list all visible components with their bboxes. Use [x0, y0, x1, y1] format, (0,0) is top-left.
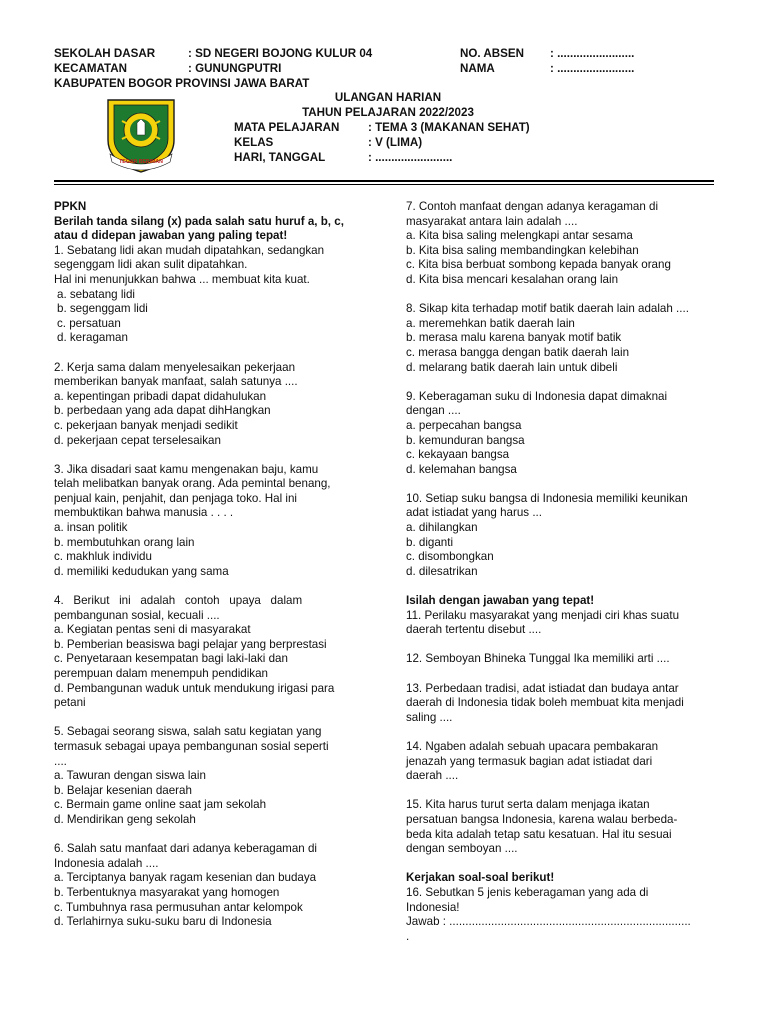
school-label: SEKOLAH DASAR: [54, 47, 156, 60]
answer-option: b. kemunduran bangsa: [406, 433, 525, 447]
question-text: daerah ....: [406, 769, 459, 783]
question-text: 4. Berikut ini adalah contoh upaya dalam: [54, 594, 303, 608]
question-text: pembangunan sosial, kecuali ....: [54, 608, 220, 622]
question-text: daerah tertentu disebut ....: [406, 623, 542, 637]
district-value: : GUNUNGPUTRI: [188, 62, 282, 75]
question-text: memberikan banyak manfaat, salah satunya ....: [54, 375, 298, 389]
date-value: : ........................: [368, 151, 453, 164]
question-text: 10. Setiap suku bangsa di Indonesia memiliki keunikan: [406, 491, 688, 505]
question-text: 1. Sebatang lidi akan mudah dipatahkan, sedangkan: [54, 243, 325, 257]
answer-option: b. diganti: [406, 535, 454, 549]
school-value: : SD NEGERI BOJONG KULUR 04: [188, 47, 373, 60]
answer-option: b. merasa malu karena banyak motif batik: [406, 331, 622, 345]
answer-option: b. segenggam lidi: [57, 302, 148, 316]
question-text: Hal ini menunjukkan bahwa ... membuat kita kuat.: [54, 272, 310, 286]
question-text: 2. Kerja sama dalam menyelesaikan pekerjaan: [54, 360, 296, 374]
answer-option: c. makhluk individu: [54, 550, 152, 564]
answer-option: a. Kegiatan pentas seni di masyarakat: [54, 623, 251, 637]
answer-option: d. keragaman: [57, 331, 128, 345]
answer-option: d. memiliki kedudukan yang sama: [54, 564, 229, 578]
exam-title: ULANGAN HARIAN: [334, 91, 442, 104]
answer-option: a. Kita bisa saling melengkapi antar sesama: [406, 229, 633, 243]
question-text: segenggam lidi akan sulit dipatahkan.: [54, 258, 248, 272]
class-value: : V (LIMA): [368, 136, 423, 149]
answer-option: c. Kita bisa berbuat sombong kepada banyak orang: [406, 258, 671, 272]
right-column: [406, 200, 714, 944]
answer-option: a. Terciptanya banyak ragam kesenian dan budaya: [54, 871, 317, 885]
answer-option: c. Tumbuhnya rasa permusuhan antar kelompok: [54, 900, 303, 914]
question-text: jenazah yang termasuk bagian adat istiadat dari: [406, 754, 653, 768]
answer-option: d. Terlahirnya suku-suku baru di Indonesia: [54, 915, 272, 929]
question-text: adat istiadat yang harus ...: [406, 506, 542, 520]
district-label: KECAMATAN: [54, 62, 127, 75]
answer-option: c. pekerjaan banyak menjadi sedikit: [54, 418, 238, 432]
answer-option: b. membutuhkan orang lain: [54, 535, 195, 549]
question-text: 14. Ngaben adalah sebuah upacara pembakaran: [406, 739, 659, 753]
question-text: persatuan bangsa Indonesia, karena walau berbeda-: [406, 812, 678, 826]
answer-option: c. disombongkan: [406, 550, 494, 564]
header-rule-thin: [54, 184, 714, 185]
subject-label: MATA PELAJARAN: [234, 121, 340, 134]
answer-option: a. insan politik: [54, 521, 128, 535]
question-text: 5. Sebagai seorang siswa, salah satu kegiatan yang: [54, 725, 322, 739]
answer-option: d. Pembangunan waduk untuk mendukung irigasi para: [54, 681, 335, 695]
absen-label: NO. ABSEN: [460, 47, 524, 60]
regency-line: KABUPATEN BOGOR PROVINSI JAWA BARAT: [54, 77, 310, 90]
answer-option: a. Tawuran dengan siswa lain: [54, 769, 206, 783]
answer-line: .: [406, 929, 410, 943]
section-instruction: Kerjakan soal-soal berikut!: [406, 871, 555, 885]
answer-option: b. Terbentuknya masyarakat yang homogen: [54, 885, 280, 899]
question-text: 13. Perbedaan tradisi, adat istiadat dan budaya antar: [406, 681, 679, 695]
question-text: 15. Kita harus turut serta dalam menjaga ikatan: [406, 798, 650, 812]
name-value: : ........................: [550, 62, 635, 75]
answer-option: d. pekerjaan cepat terselesaikan: [54, 433, 221, 447]
question-text: 7. Contoh manfaat dengan adanya keragaman di: [406, 200, 659, 213]
question-text: saling ....: [406, 710, 453, 724]
question-text: penjual kain, penjahit, dan penjaga toko. Hal ini: [54, 491, 297, 505]
answer-option: a. dihilangkan: [406, 521, 478, 535]
header-rule-thick: [54, 180, 714, 182]
class-label: KELAS: [234, 136, 274, 149]
regency-emblem-logo: [104, 96, 178, 174]
question-text: 3. Jika disadari saat kamu mengenakan baju, kamu: [54, 462, 319, 476]
answer-option: b. Kita bisa saling membandingkan kelebihan: [406, 243, 639, 257]
question-text: 11. Perilaku masyarakat yang menjadi ciri khas suatu: [406, 608, 680, 622]
question-text: beda kita adalah tetap satu kesatuan. Hal itu sesuai: [406, 827, 672, 841]
logo-motto: TEGAR BERIMAN: [119, 159, 163, 165]
answer-line: Jawab : ...........................................................................: [406, 915, 691, 929]
date-label: HARI, TANGGAL: [234, 151, 326, 164]
answer-option: d. Mendirikan geng sekolah: [54, 812, 196, 826]
subject-value: : TEMA 3 (MAKANAN SEHAT): [368, 121, 530, 134]
question-text: membuktikan bahwa manusia . . . .: [54, 506, 234, 520]
question-text: telah melibatkan banyak orang. Ada pemintal benang,: [54, 477, 331, 491]
question-text: Indonesia adalah ....: [54, 856, 159, 870]
question-text: ....: [54, 754, 67, 768]
answer-option: b. perbedaan yang ada dapat dihHangkan: [54, 404, 271, 418]
answer-option: c. merasa bangga dengan batik daerah lain: [406, 345, 630, 359]
question-text: 9. Keberagaman suku di Indonesia dapat dimaknai: [406, 389, 668, 403]
question-text: daerah di Indonesia tidak boleh membuat kita menjadi: [406, 696, 684, 710]
answer-option: a. meremehkan batik daerah lain: [406, 316, 575, 330]
question-text: dengan semboyan ....: [406, 842, 518, 856]
answer-option: c. persatuan: [57, 316, 121, 330]
question-text: dengan ....: [406, 404, 461, 418]
name-label: NAMA: [460, 62, 495, 75]
question-text: 12. Semboyan Bhineka Tunggal Ika memiliki arti ....: [406, 652, 670, 666]
absen-value: : ........................: [550, 47, 635, 60]
subject-heading: PPKN: [54, 200, 87, 213]
answer-option: c. Bermain game online saat jam sekolah: [54, 798, 267, 812]
question-text: masyarakat antara lain adalah ....: [406, 214, 578, 228]
question-text: 6. Salah satu manfaat dari adanya keberagaman di: [54, 842, 317, 856]
section-instruction: Isilah dengan jawaban yang tepat!: [406, 594, 595, 608]
question-text: Indonesia!: [406, 900, 460, 914]
answer-option: d. Kita bisa mencari kesalahan orang lain: [406, 272, 619, 286]
answer-option: a. sebatang lidi: [57, 287, 135, 301]
answer-option: a. perpecahan bangsa: [406, 418, 522, 432]
instruction-line: Berilah tanda silang (x) pada salah satu huruf a, b, c,: [54, 214, 344, 228]
answer-option: petani: [54, 696, 86, 710]
instruction-line: atau d didepan jawaban yang paling tepat!: [54, 229, 288, 243]
answer-option: a. kepentingan pribadi dapat didahulukan: [54, 389, 267, 403]
question-text: 8. Sikap kita terhadap motif batik daerah lain adalah ....: [406, 302, 689, 316]
answer-option: d. melarang batik daerah lain untuk dibeli: [406, 360, 618, 374]
answer-option: d. dilesatrikan: [406, 564, 478, 578]
question-text: 16. Sebutkan 5 jenis keberagaman yang ada di: [406, 885, 649, 899]
answer-option: d. kelemahan bangsa: [406, 462, 517, 476]
left-column: [54, 200, 362, 930]
answer-option: c. Penyetaraan kesempatan bagi laki-laki dan: [54, 652, 288, 666]
answer-option: perempuan dalam menempuh pendidikan: [54, 667, 268, 680]
answer-option: c. kekayaan bangsa: [406, 448, 510, 462]
question-text: termasuk sebagai upaya pembangunan sosial seperti: [54, 739, 329, 753]
academic-year: TAHUN PELAJARAN 2022/2023: [302, 106, 474, 119]
answer-option: b. Pemberian beasiswa bagi pelajar yang berprestasi: [54, 637, 327, 651]
answer-option: b. Belajar kesenian daerah: [54, 783, 192, 797]
